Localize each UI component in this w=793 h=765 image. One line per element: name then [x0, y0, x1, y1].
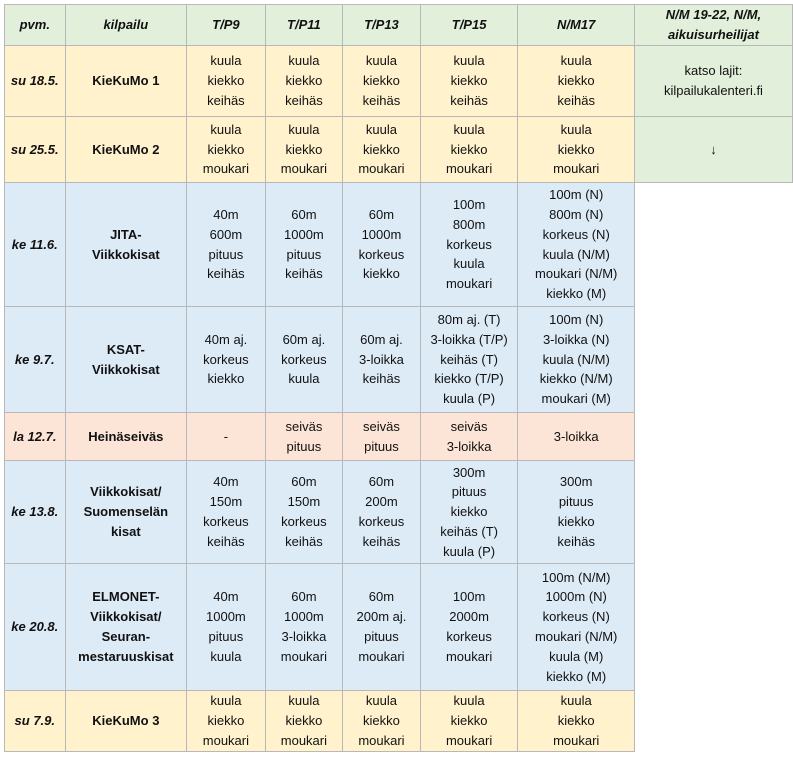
event-item: 150m	[209, 494, 243, 510]
event-item: 60m	[368, 206, 395, 222]
event-item: 1000m (N)	[545, 589, 607, 605]
row-date: su 7.9.	[5, 691, 66, 752]
event-item: kiekko	[207, 713, 245, 729]
event-cell	[518, 307, 634, 413]
event-item: pituus	[208, 246, 244, 262]
event-item: 200m	[365, 494, 398, 510]
event-item: 3-loikka	[359, 351, 404, 367]
competition-name-line: Viikkokisat	[91, 361, 160, 377]
event-cell	[518, 413, 634, 461]
adults-info-line: kilpailukalenteri.fi	[663, 83, 763, 98]
event-item: kiekko	[207, 371, 245, 387]
event-cell	[518, 46, 634, 117]
adults-info-line: katso lajit:	[684, 63, 743, 79]
event-item: pituus	[364, 629, 399, 644]
event-item: 1000m	[284, 609, 324, 625]
event-item: 1000m	[206, 609, 246, 625]
row-competition-name	[65, 413, 187, 461]
empty-cell	[634, 413, 792, 461]
event-cell	[420, 564, 518, 691]
event-item: kuula (M)	[549, 648, 604, 664]
competition-name-line: Viikkokisat/	[90, 609, 162, 625]
event-item: pituus	[451, 484, 487, 500]
competition-name-line: Viikkokisat	[91, 246, 160, 262]
event-item: kuula (P)	[443, 543, 496, 559]
event-item: 60m	[291, 206, 317, 222]
event-cell	[420, 307, 518, 413]
competition-name-line: Suomenselän	[83, 504, 169, 520]
event-cell	[518, 117, 634, 183]
event-item: 200m aj.	[356, 609, 407, 625]
competition-name-line: Heinäseiväs	[88, 428, 164, 444]
competition-name-line: KieKuMo 3	[92, 713, 160, 729]
event-item: kiekko	[363, 141, 400, 157]
event-item: 100m (N)	[549, 312, 604, 327]
event-item: kiekko	[363, 73, 400, 89]
event-cell	[343, 117, 421, 183]
event-cell	[187, 183, 266, 307]
event-item: 300m	[452, 464, 486, 480]
event-cell	[518, 564, 634, 691]
event-cell	[343, 46, 421, 117]
empty-cell	[634, 183, 792, 307]
table-row	[5, 691, 793, 752]
event-item: kiekko	[363, 713, 400, 729]
competition-name-line: KieKuMo 1	[92, 73, 160, 89]
event-item: korkeus	[358, 514, 405, 529]
event-item: kiekko	[450, 141, 488, 157]
event-item: 40m	[213, 206, 239, 222]
event-item: pituus	[286, 438, 322, 454]
event-item: kuula	[210, 648, 242, 664]
event-item: kiekko	[285, 73, 323, 89]
event-cell	[265, 183, 343, 307]
event-item: keihäs	[207, 92, 245, 108]
event-item: keihäs	[207, 266, 245, 282]
event-item: kiekko (M)	[546, 286, 607, 302]
empty-cell	[634, 691, 792, 752]
event-item: kuula	[365, 121, 397, 137]
event-item: 150m	[287, 494, 321, 510]
event-item: kuula	[560, 53, 592, 69]
event-item: keihäs	[285, 92, 323, 108]
event-cell	[420, 183, 518, 307]
event-item: moukari (N/M)	[535, 629, 618, 644]
event-cell	[343, 691, 421, 752]
event-cell	[420, 413, 518, 461]
event-item: 60m	[291, 589, 317, 605]
header-tp9: T/P9	[187, 5, 266, 46]
event-item: 60m aj.	[360, 331, 403, 347]
event-cell	[518, 183, 634, 307]
event-item: 60m	[291, 474, 317, 490]
event-cell	[343, 413, 421, 461]
event-item: keihäs	[362, 371, 401, 387]
event-item: kiekko (N/M)	[539, 371, 613, 387]
header-tp13: T/P13	[343, 5, 421, 46]
event-item: keihäs (T)	[440, 351, 498, 367]
row-competition-name	[65, 564, 187, 691]
header-tp11: T/P11	[265, 5, 343, 46]
event-item: moukari	[553, 732, 600, 748]
event-item: moukari	[202, 161, 250, 177]
event-cell	[187, 117, 266, 183]
event-item: 800m	[452, 216, 486, 232]
event-item: kiekko	[557, 73, 595, 89]
event-item: moukari	[445, 648, 493, 664]
event-item: kiekko (T/P)	[434, 371, 504, 387]
event-item: moukari	[445, 276, 493, 292]
row-date: ke 9.7.	[5, 307, 66, 413]
event-item: moukari (M)	[541, 391, 611, 407]
event-item: kuula	[210, 121, 242, 137]
event-item: kiekko	[207, 141, 245, 157]
event-item: pituus	[558, 494, 594, 510]
event-item: kiekko	[450, 73, 488, 89]
event-item: pituus	[364, 438, 399, 454]
event-item: keihäs	[557, 533, 595, 549]
event-cell	[420, 117, 518, 183]
header-adults-line: aikuisurheilijat	[667, 27, 759, 42]
event-item: 1000m	[361, 226, 402, 242]
competition-name-line: Viikkokisat/	[90, 484, 162, 500]
event-item: kuula (N/M)	[542, 246, 610, 262]
row-competition-name	[65, 307, 187, 413]
event-item: kuula (N/M)	[542, 351, 610, 367]
event-item: keihäs	[285, 533, 323, 549]
event-item: moukari	[445, 161, 493, 177]
header-date: pvm.	[5, 5, 66, 46]
event-item: korkeus	[203, 351, 249, 367]
event-item: moukari	[202, 732, 250, 748]
event-cell	[187, 461, 266, 564]
event-item: seiväs	[285, 418, 323, 434]
competition-name-line: ELMONET-	[92, 589, 160, 605]
event-cell	[420, 461, 518, 564]
event-item: 600m	[209, 226, 243, 242]
row-date: su 25.5.	[5, 117, 66, 183]
event-item: 3-loikka	[446, 438, 492, 454]
empty-cell	[634, 461, 792, 564]
event-item: moukari	[280, 161, 328, 177]
event-item: 3-loikka (T/P)	[430, 331, 508, 347]
event-item: 100m	[452, 589, 486, 605]
row-competition-name	[65, 691, 187, 752]
event-cell	[420, 691, 518, 752]
event-item: kiekko	[557, 514, 595, 529]
event-item: keihäs	[207, 533, 245, 549]
header-adults	[634, 5, 792, 46]
event-item: kiekko	[450, 504, 488, 520]
table-row	[5, 461, 793, 564]
table-row	[5, 117, 793, 183]
event-item: 80m aj. (T)	[437, 312, 501, 327]
down-arrow-icon: ↓	[710, 141, 717, 157]
event-item: kuula	[560, 693, 592, 709]
event-cell	[343, 307, 421, 413]
event-item: 100m (N/M)	[541, 569, 611, 585]
competition-schedule-table	[4, 4, 793, 752]
event-cell	[518, 691, 634, 752]
event-item: pituus	[286, 246, 322, 262]
event-item: keihäs	[450, 92, 488, 108]
event-item: kiekko (M)	[546, 668, 607, 684]
event-item: 40m	[213, 589, 239, 605]
event-item: kuula	[453, 121, 485, 137]
event-item: kuula (P)	[443, 391, 496, 407]
header-competition: kilpailu	[65, 5, 187, 46]
header-row	[5, 5, 793, 46]
event-item: moukari	[358, 648, 405, 664]
event-cell	[265, 413, 343, 461]
event-item: korkeus (N)	[542, 226, 610, 242]
event-item: moukari	[553, 161, 600, 177]
table-row	[5, 564, 793, 691]
competition-name-line: mestaruuskisat	[78, 648, 174, 664]
event-item: kuula	[453, 53, 485, 69]
event-cell	[343, 564, 421, 691]
header-nm17: N/M17	[518, 5, 634, 46]
event-item: kuula	[210, 53, 242, 69]
event-item: 60m aj.	[282, 331, 326, 347]
event-cell	[265, 691, 343, 752]
adults-info-cell	[634, 46, 792, 117]
table-row	[5, 413, 793, 461]
competition-name-line: KieKuMo 2	[92, 141, 160, 157]
event-item: moukari	[280, 732, 328, 748]
row-date: la 12.7.	[5, 413, 66, 461]
event-item: kuula	[560, 121, 592, 137]
event-cell	[187, 46, 266, 117]
event-cell	[187, 691, 266, 752]
event-item: korkeus	[281, 351, 327, 367]
schedule-body	[5, 46, 793, 752]
event-item: kiekko	[207, 73, 245, 89]
event-item: kiekko	[285, 141, 323, 157]
event-item: kuula	[210, 693, 242, 709]
event-cell	[265, 307, 343, 413]
event-cell	[265, 564, 343, 691]
event-cell	[187, 413, 266, 461]
event-item: kiekko	[557, 141, 595, 157]
event-item: korkeus	[358, 246, 405, 262]
event-item: korkeus	[446, 236, 492, 252]
row-date: ke 11.6.	[5, 183, 66, 307]
competition-name-line: kisat	[111, 523, 141, 539]
event-item: -	[223, 428, 229, 444]
competition-name-line: JITA-	[110, 226, 142, 242]
table-row	[5, 183, 793, 307]
event-cell	[343, 183, 421, 307]
event-item: seiväs	[450, 418, 488, 434]
header-tp15: T/P15	[420, 5, 518, 46]
event-item: 2000m	[449, 609, 489, 625]
event-item: 40m aj.	[204, 331, 248, 347]
event-item: keihäs	[285, 266, 323, 282]
event-item: kuula	[453, 693, 485, 709]
event-item: keihäs	[362, 533, 401, 549]
event-item: kuula	[365, 693, 397, 709]
adults-arrow-cell	[634, 117, 792, 183]
event-item: 40m	[213, 474, 239, 490]
event-item: moukari	[445, 732, 493, 748]
event-cell	[420, 46, 518, 117]
event-item: moukari (N/M)	[535, 266, 618, 282]
event-item: kuula	[365, 53, 397, 69]
event-item: 60m	[368, 474, 395, 490]
event-cell	[265, 461, 343, 564]
table-row	[5, 46, 793, 117]
event-item: 800m (N)	[549, 206, 604, 222]
event-item: keihäs	[362, 92, 401, 108]
row-date: su 18.5.	[5, 46, 66, 117]
event-item: 100m	[452, 197, 486, 212]
competition-name-line: Seuran-	[101, 629, 151, 644]
event-item: 300m	[559, 474, 593, 490]
event-cell	[343, 461, 421, 564]
event-item: kuula	[288, 53, 320, 69]
event-item: kiekko	[363, 266, 400, 282]
event-cell	[187, 564, 266, 691]
row-date: ke 20.8.	[5, 564, 66, 691]
row-competition-name	[65, 461, 187, 564]
event-item: korkeus	[203, 514, 249, 529]
empty-cell	[634, 564, 792, 691]
event-item: kuula	[288, 371, 320, 387]
event-item: kiekko	[450, 713, 488, 729]
row-date: ke 13.8.	[5, 461, 66, 564]
event-item: kuula	[288, 121, 320, 137]
event-item: moukari	[358, 732, 405, 748]
event-item: 1000m	[284, 226, 324, 242]
competition-name-line: KSAT-	[106, 341, 145, 357]
event-item: keihäs (T)	[440, 523, 498, 539]
event-item: kiekko	[557, 713, 595, 729]
event-item: keihäs	[557, 92, 595, 108]
event-cell	[265, 117, 343, 183]
event-item: 3-loikka	[281, 629, 327, 644]
event-item: pituus	[208, 629, 244, 644]
header-adults-line: N/M 19-22, N/M,	[665, 7, 762, 23]
event-item: moukari	[358, 161, 405, 177]
event-item: 3-loikka (N)	[542, 331, 610, 347]
event-cell	[265, 46, 343, 117]
event-item: 3-loikka	[553, 428, 599, 444]
event-item: kiekko	[285, 713, 323, 729]
event-item: seiväs	[363, 418, 400, 434]
event-item: korkeus	[281, 514, 327, 529]
row-competition-name	[65, 183, 187, 307]
event-cell	[187, 307, 266, 413]
event-cell	[518, 461, 634, 564]
empty-cell	[634, 307, 792, 413]
event-item: kuula	[453, 256, 485, 272]
event-item: 60m	[368, 589, 395, 605]
event-item: moukari	[280, 648, 328, 664]
row-competition-name	[65, 117, 187, 183]
row-competition-name	[65, 46, 187, 117]
table-row	[5, 307, 793, 413]
event-item: 100m (N)	[549, 187, 604, 203]
event-item: korkeus	[446, 629, 492, 644]
event-item: kuula	[288, 693, 320, 709]
event-item: korkeus (N)	[542, 609, 610, 625]
